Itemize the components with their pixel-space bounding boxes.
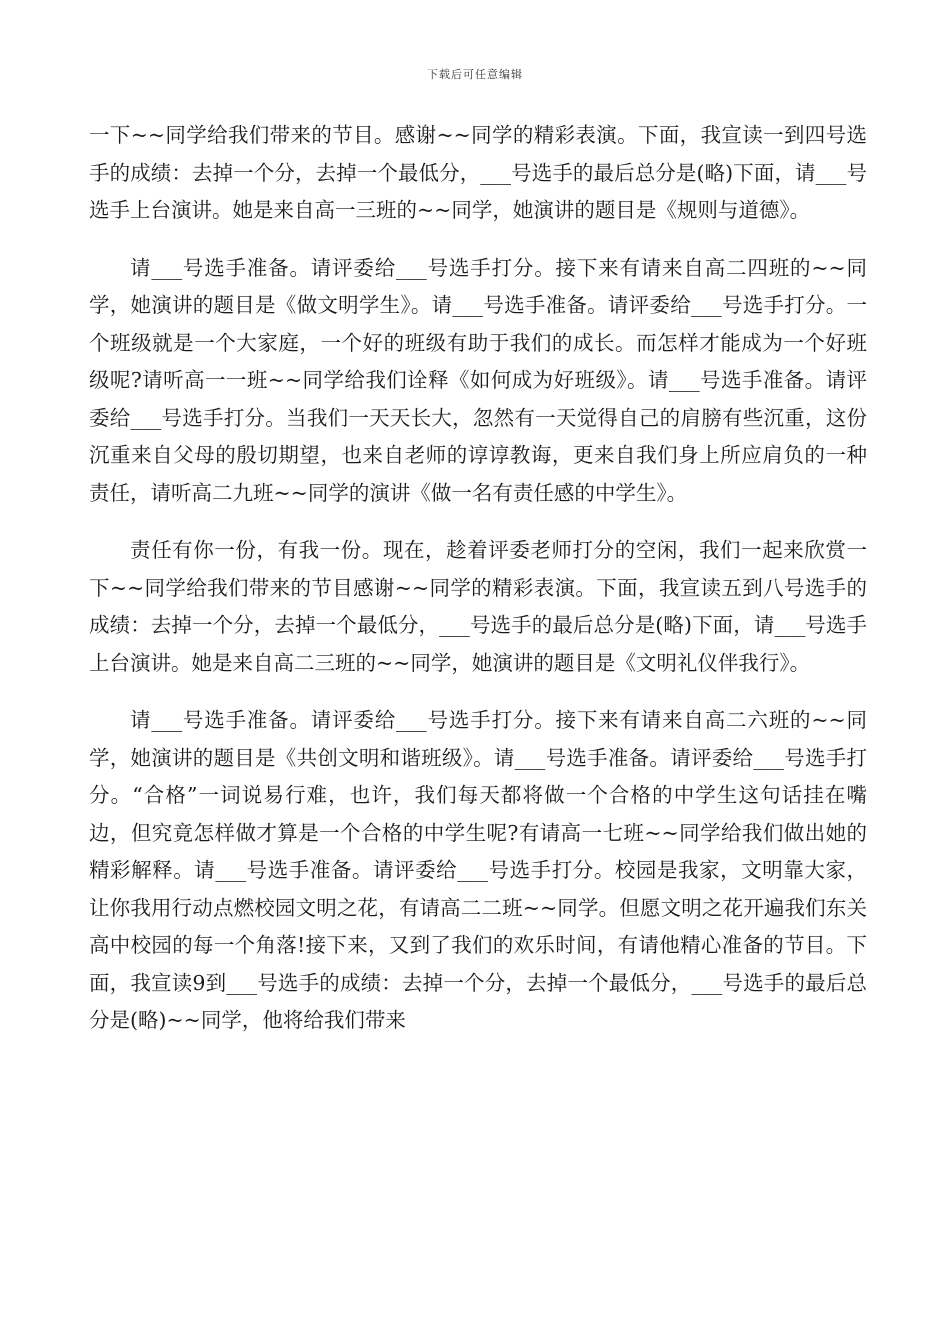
- paragraph-2: 请___号选手准备。请评委给___号选手打分。接下来有请来自高二四班的~~同学，她演讲的题目是《做文明学生》。请___号选手准备。请评委给___号选手打分。一个班级就是一个大家庭，一个好的班级有助于我们的成长。而怎样才能成为一个好班级呢?请听高一一班~~同学给我们诠释《如何成为好班级》。请___号选手准备。请评委给___号选手打分。当我们一天天长大，忽然有一天觉得自己的肩膀有些沉重，这份沉重来自父母的殷切期望，也来自老师的谆谆教诲，更来自我们身上所应肩负的一种责任，请听高二九班~~同学的演讲《做一名有责任感的中学生》。: [89, 255, 867, 505]
- paragraph-4: 请___号选手准备。请评委给___号选手打分。接下来有请来自高二六班的~~同学，她演讲的题目是《共创文明和谐班级》。请___号选手准备。请评委给___号选手打分。“合格”一词说易行难，也许，我们每天都将做一个合格的中学生这句话挂在嘴边，但究竟怎样做才算是一个合格的中学生呢?有请高一七班~~同学给我们做出她的精彩解释。请___号选手准备。请评委给___号选手打分。校园是我家，文明靠大家，让你我用行动点燃校园文明之花，有请高二二班~~同学。但愿文明之花开遍我们东关高中校园的每一个角落!接下来，又到了我们的欢乐时间，有请他精心准备的节目。下面，我宣读9到___号选手的成绩：去掉一个分，去掉一个最低分，___号选手的最后总分是(略)~~同学，他将给我们带来: [89, 708, 867, 1032]
- page-header: 下载后可任意编辑: [427, 68, 523, 81]
- document-body: [89, 117, 867, 1060]
- paragraph-3: 责任有你一份，有我一份。现在，趁着评委老师打分的空闲，我们一起来欣赏一下~~同学给我们带来的节目感谢~~同学的精彩表演。下面，我宣读五到八号选手的成绩：去掉一个分，去掉一个最低分，___号选手的最后总分是(略)下面，请___号选手上台演讲。她是来自高二三班的~~同学，她演讲的题目是《文明礼仪伴我行》。: [89, 538, 867, 675]
- paragraph-1: 一下~~同学给我们带来的节目。感谢~~同学的精彩表演。下面，我宣读一到四号选手的成绩：去掉一个分，去掉一个最低分，___号选手的最后总分是(略)下面，请___号选手上台演讲。她是来自高一三班的~~同学，她演讲的题目是《规则与道德》。: [89, 123, 867, 222]
